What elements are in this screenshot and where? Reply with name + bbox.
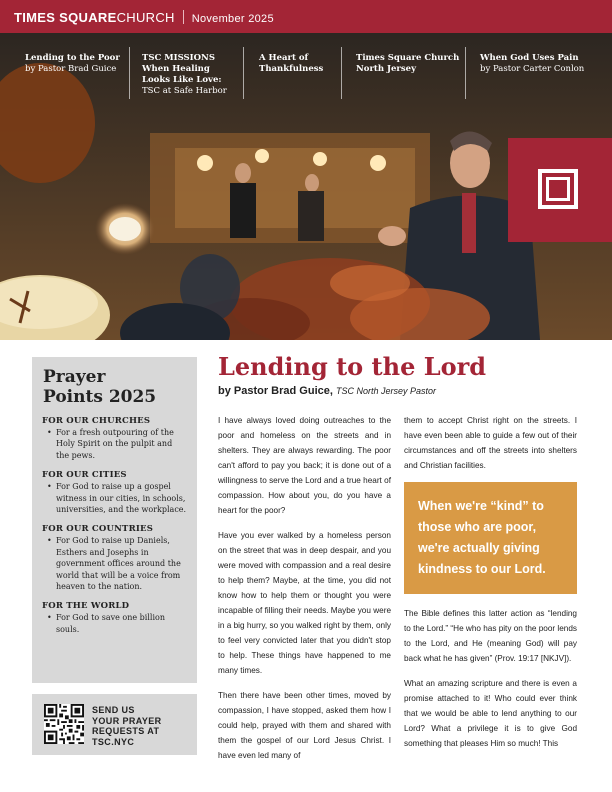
- prayer-request-box[interactable]: [32, 694, 197, 755]
- article-column-right-top: [404, 413, 577, 473]
- prayer-item: • For God to raise up Daniels, Esthers and Josephs in government offices around the world that will be a voice from heaven to the nation.: [42, 535, 187, 592]
- nav-item-heart-thankfulness[interactable]: [259, 53, 323, 75]
- nav-item-title: A Heart of: [259, 53, 309, 63]
- prayer-item: • For God to save one billion souls.: [42, 612, 187, 635]
- masthead-bar: [0, 0, 612, 33]
- pull-quote-text: When we're “kind” to those who are poor, we're actually giving kindness to our Lord.: [418, 499, 546, 576]
- hero-photo: [0, 33, 612, 340]
- nav-divider: [341, 47, 342, 99]
- brand-mark-block: [508, 138, 612, 242]
- nav-divider: [243, 47, 244, 99]
- article-paragraph: Then there have been other times, moved by compassion, I have stopped, asked them how I could help, prayed with them and shared with them the gospel of our Lord Jesus Christ. I have even led many of: [218, 691, 391, 760]
- qr-code-icon[interactable]: [44, 704, 84, 744]
- article-paragraph: The Bible defines this latter action as “lending to the Lord.” “He who has pity on the poor lends to the Lord, and He (meaning God) will pay back what he has given” (Prov. 19:17 [NKJV]).: [404, 609, 577, 663]
- nav-item-subtitle: Looks Like Love:: [142, 75, 222, 85]
- send-line: YOUR PRAYER: [92, 715, 162, 726]
- nav-item-subtitle: North Jersey: [356, 64, 417, 74]
- nav-divider: [465, 47, 466, 99]
- article-byline: [218, 385, 436, 397]
- brand-logo[interactable]: [14, 10, 274, 25]
- issue-date: November 2025: [191, 13, 274, 25]
- prayer-request-text: [92, 705, 162, 747]
- prayer-section-heading: FOR OUR CITIES: [42, 470, 127, 481]
- prayer-section-heading: FOR THE WORLD: [42, 601, 130, 612]
- brand-inner-square-icon: [546, 177, 570, 201]
- nav-item-subtitle: Thankfulness: [259, 64, 324, 74]
- brand-name-bold: TIMES SQUARE: [14, 10, 117, 25]
- pull-quote: [404, 482, 577, 594]
- author-name: by Pastor Brad Guice,: [218, 385, 333, 397]
- article-paragraph: Have you ever walked by a homeless person on the street that was in deep despair, and you were moved with compassion and a real desire to help them? Maybe, at the time, you did not know how to help them or thought you were incapable of filling their needs. Maybe you were in a big hurry, so you walked right by them, only to feel very convicted later that you didn't stop to help. These things have happened to me many times.: [218, 531, 391, 675]
- prayer-points-title: [43, 367, 187, 407]
- nav-item-subtitle: When Healing: [142, 64, 210, 74]
- nav-item-title: When God Uses Pain: [480, 53, 579, 63]
- nav-item-title: Times Square Church: [356, 53, 460, 63]
- prayer-item: • For God to raise up a gospel witness in our cities, in schools, universities, and the workplace.: [42, 481, 187, 515]
- prayer-section-heading: FOR OUR CHURCHES: [42, 416, 151, 426]
- article-paragraph: them to accept Christ right on the streets. I have even been able to guide a few out of their circumstances and off the streets into shelters and Christian facilities.: [404, 416, 577, 470]
- article-column-left: [218, 413, 391, 773]
- prayer-title-line1: Prayer: [43, 367, 106, 387]
- prayer-request-link[interactable]: TSC.NYC: [92, 736, 135, 747]
- nav-item-tsc-missions[interactable]: [142, 53, 227, 97]
- send-line: SEND US: [92, 705, 135, 715]
- nav-item-lending-poor[interactable]: [25, 53, 120, 75]
- nav-divider: [129, 47, 130, 99]
- article-paragraph: I have always loved doing outreaches to the poor and homeless on the streets and in shelters. They are always rewarding. The poor can't afford to pay you back; it is done out of a willingness to serve the Lord and a true heart of compassion. How about you, do you have a heart for the poor?: [218, 416, 391, 515]
- author-role: TSC North Jersey Pastor: [336, 386, 437, 396]
- prayer-item: • For a fresh outpouring of the Holy Spirit on the pulpit and the pews.: [42, 427, 187, 461]
- brand-divider: [183, 10, 184, 24]
- article-paragraph: What an amazing scripture and there is even a promise attached to it! Who could ever think that we would be able to lend anything to our Lord? What a privilege it is to give God something that pleases Him so much! This: [404, 679, 577, 748]
- nav-item-tsc-north-jersey[interactable]: [356, 53, 459, 75]
- nav-item-subtitle: by Pastor Brad Guice: [25, 64, 117, 74]
- nav-item-subtitle: TSC at Safe Harbor: [142, 86, 227, 96]
- nav-item-subtitle: by Pastor Carter Conlon: [480, 64, 585, 74]
- article-column-right-bottom: [404, 606, 577, 761]
- issue-navigation: [0, 47, 612, 103]
- brand-name-light: CHURCH: [116, 10, 175, 25]
- prayer-title-line2: Points 2025: [43, 387, 157, 407]
- prayer-section-heading: FOR OUR COUNTRIES: [42, 524, 154, 535]
- article-title: Lending to the Lord: [218, 352, 486, 381]
- nav-item-title: TSC MISSIONS: [142, 53, 215, 63]
- prayer-points-panel: [32, 357, 197, 683]
- nav-item-title: Lending to the Poor: [25, 53, 120, 63]
- nav-item-god-uses-pain[interactable]: [480, 53, 584, 75]
- send-line: REQUESTS AT: [92, 726, 160, 736]
